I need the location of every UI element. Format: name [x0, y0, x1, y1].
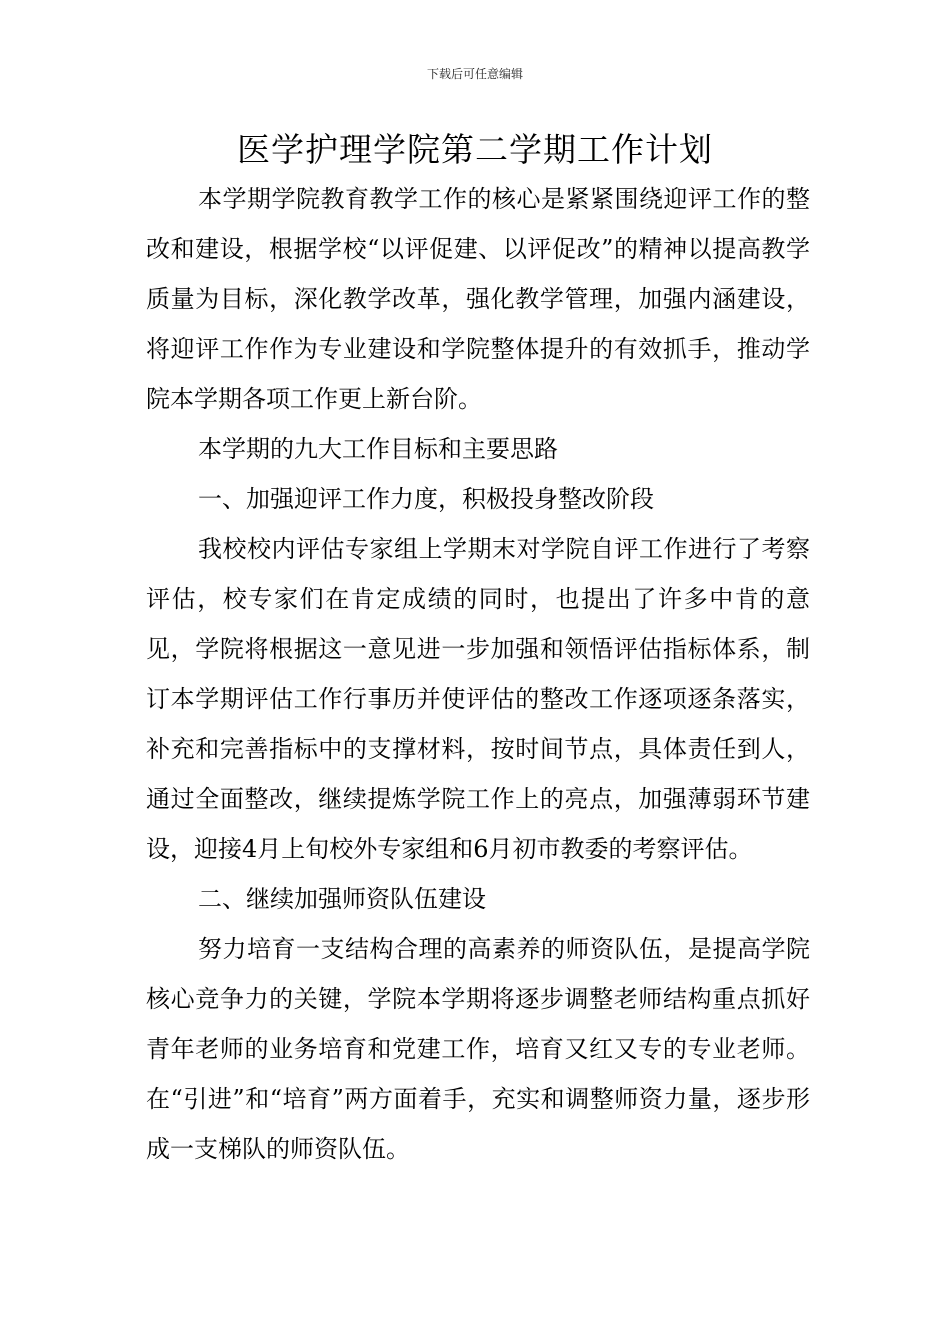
document-title: 医学护理学院第二学期工作计划: [237, 130, 713, 169]
page-watermark: 下载后可任意编辑: [426, 67, 523, 81]
goals-heading: 本学期的九大工作目标和主要思路: [198, 435, 558, 463]
section-2-heading: 二、继续加强师资队伍建设: [198, 885, 486, 913]
section-1-paragraph: 我校校内评估专家组上学期末对学院自评工作进行了考察评估，校专家们在肯定成绩的同时，也提出了许多中肯的意见，学院将根据这一意见进一步加强和领悟评估指标体系，制订本学期评估工作行事历并使评估的整改工作逐项逐条落实，补充和完善指标中的支撑材料，按时间节点，具体责任到人，通过全面整改，继续提炼学院工作上的亮点，加强薄弱环节建设，迎接4月上旬校外专家组和6月初市教委的考察评估。: [146, 535, 810, 863]
section-2-paragraph: 努力培育一支结构合理的高素养的师资队伍，是提高学院核心竞争力的关键，学院本学期将逐步调整老师结构重点抓好青年老师的业务培育和党建工作，培育又红又专的专业老师。在“引进”和“培育”两方面着手，充实和调整师资力量，逐步形成一支梯队的师资队伍。: [146, 935, 810, 1163]
section-1-heading: 一、加强迎评工作力度，积极投身整改阶段: [198, 485, 654, 513]
document-body: [146, 174, 810, 1174]
intro-paragraph: 本学期学院教育教学工作的核心是紧紧围绕迎评工作的整改和建设，根据学校“以评促建、以评促改”的精神以提高教学质量为目标，深化教学改革，强化教学管理，加强内涵建设，将迎评工作作为专业建设和学院整体提升的有效抓手，推动学院本学期各项工作更上新台阶。: [146, 185, 810, 413]
